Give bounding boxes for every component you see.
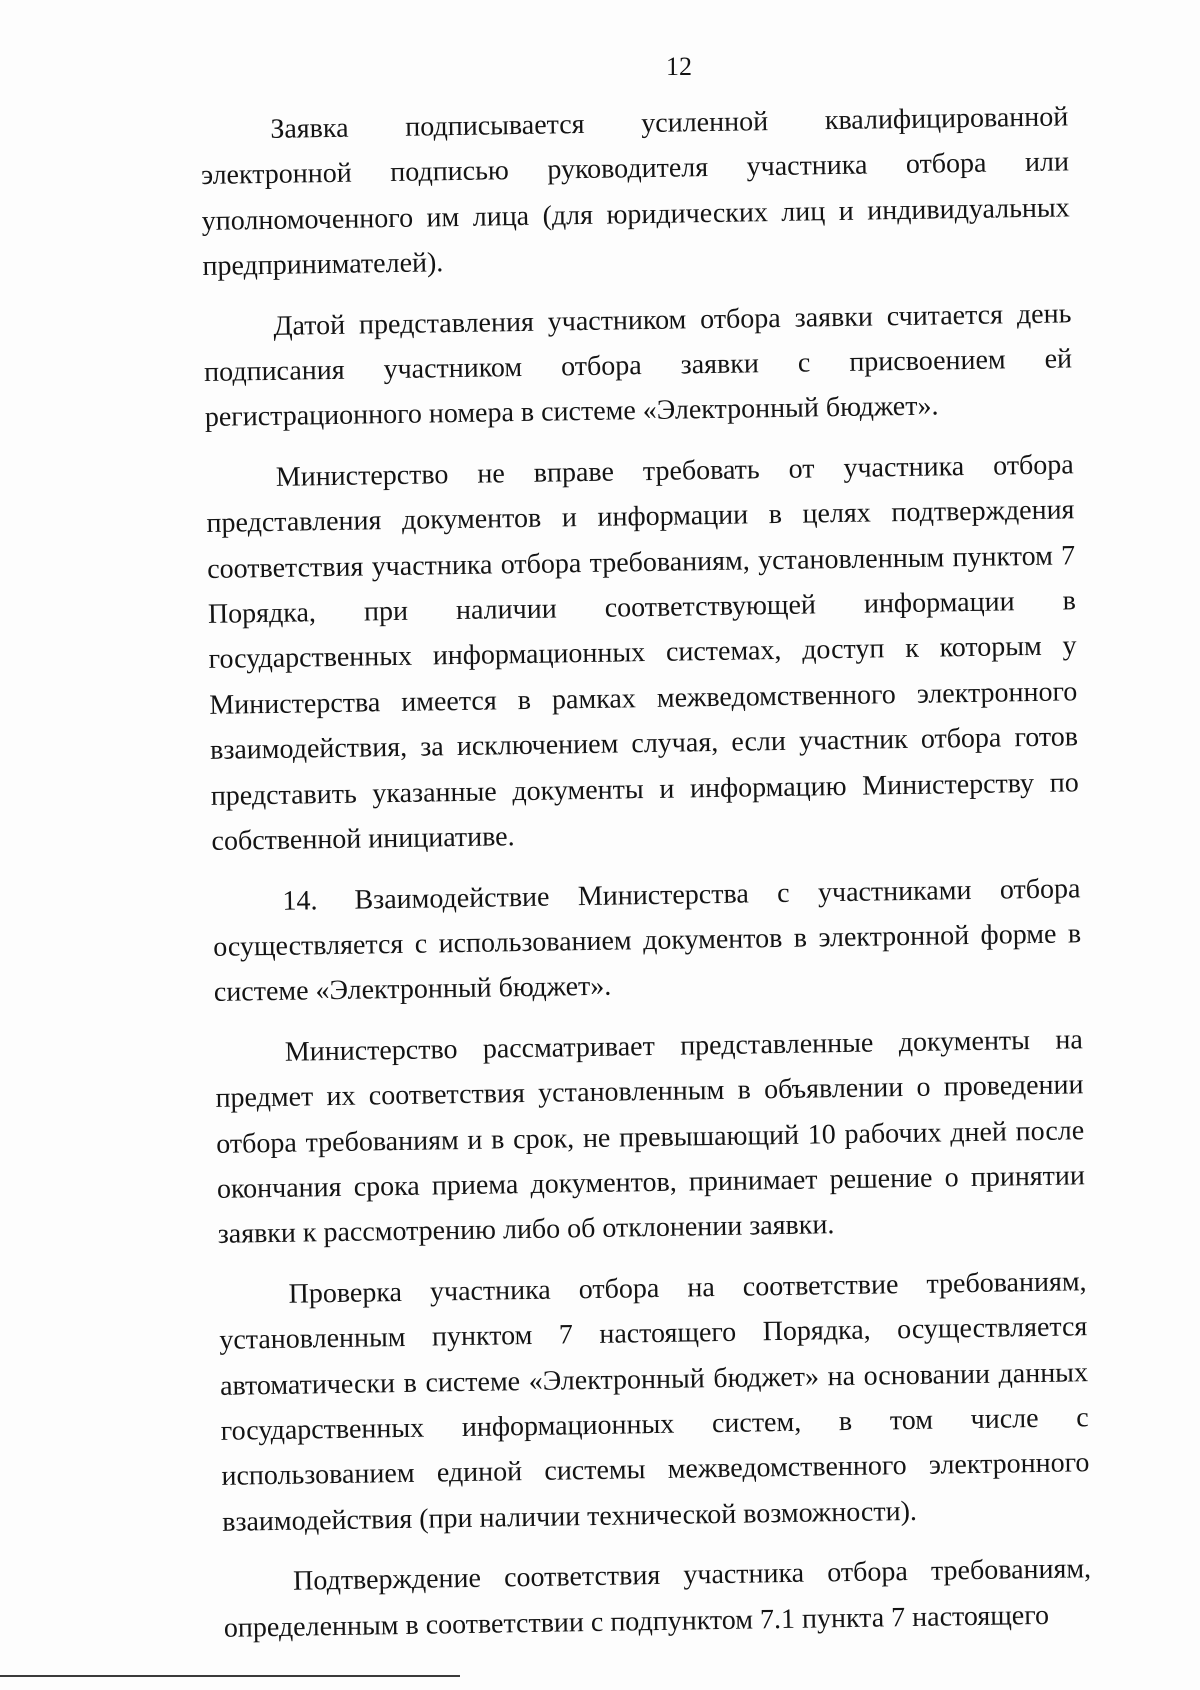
document-body	[200, 94, 1092, 1665]
item-number: 14.	[282, 884, 318, 917]
paragraph-document-review	[214, 1017, 1085, 1258]
paragraph-text: Министерство не вправе требовать от участника отбора представления документов и информации в целях подтверждения соответствия участника отбора требованиям, установленным пунктом 7 Порядка, при наличии соответствующей информации в государственных информационных системах, доступ к которым у Министерства имеется в рамках межведомственного электронного взаимодействия, за исключением случая, если участник отбора готов представить указанные документы и информацию Министерству по собственной инициативе.	[206, 449, 1079, 858]
paragraph-item-14	[212, 866, 1082, 1016]
paragraph-text: Проверка участника отбора на соответствие требованиям, установленным пунктом 7 настоящего Порядка, осуществляется автоматически в системе «Электронный бюджет» на основании данных государственных информационных систем, в том числе с использованием единой системы межведомственного электронного взаимодействия (при наличии технической возможности).	[219, 1265, 1090, 1538]
paragraph-submission-date	[203, 291, 1073, 441]
page-number: 12	[666, 52, 692, 81]
paragraph-ministry-restrictions	[205, 442, 1079, 864]
paragraph-text: Заявка подписывается усиленной квалифицированной электронной подписью руководителя участника отбора или уполномоченного им лица (для юридических лиц и индивидуальных предпринимателей).	[200, 101, 1070, 283]
paragraph-automatic-check	[218, 1259, 1090, 1545]
paragraph-signature	[200, 94, 1071, 289]
paragraph-confirmation	[223, 1546, 1092, 1650]
scan-edge-line	[0, 1675, 460, 1677]
paragraph-text: Датой представления участником отбора заявки считается день подписания участником отбора заявки с присвоением ей регистрационного номера в системе «Электронный бюджет».	[203, 297, 1073, 434]
paragraph-text: Министерство рассматривает представленные документы на предмет их соответствия установленным в объявлении о проведении отбора требованиям и в срок, не превышающий 10 рабочих дней после окончания срока приема документов, принимает решение о принятии заявки к рассмотрению либо об отклонении заявки.	[215, 1023, 1086, 1251]
paragraph-text: Взаимодействие Министерства с участниками отбора осуществляется с использованием документов в электронной форме в системе «Электронный бюджет».	[212, 872, 1082, 1009]
paragraph-text: Подтверждение соответствия участника отбора требованиям, определенным в соответствии с подпунктом 7.1 пункта 7 настоящего	[223, 1553, 1092, 1644]
